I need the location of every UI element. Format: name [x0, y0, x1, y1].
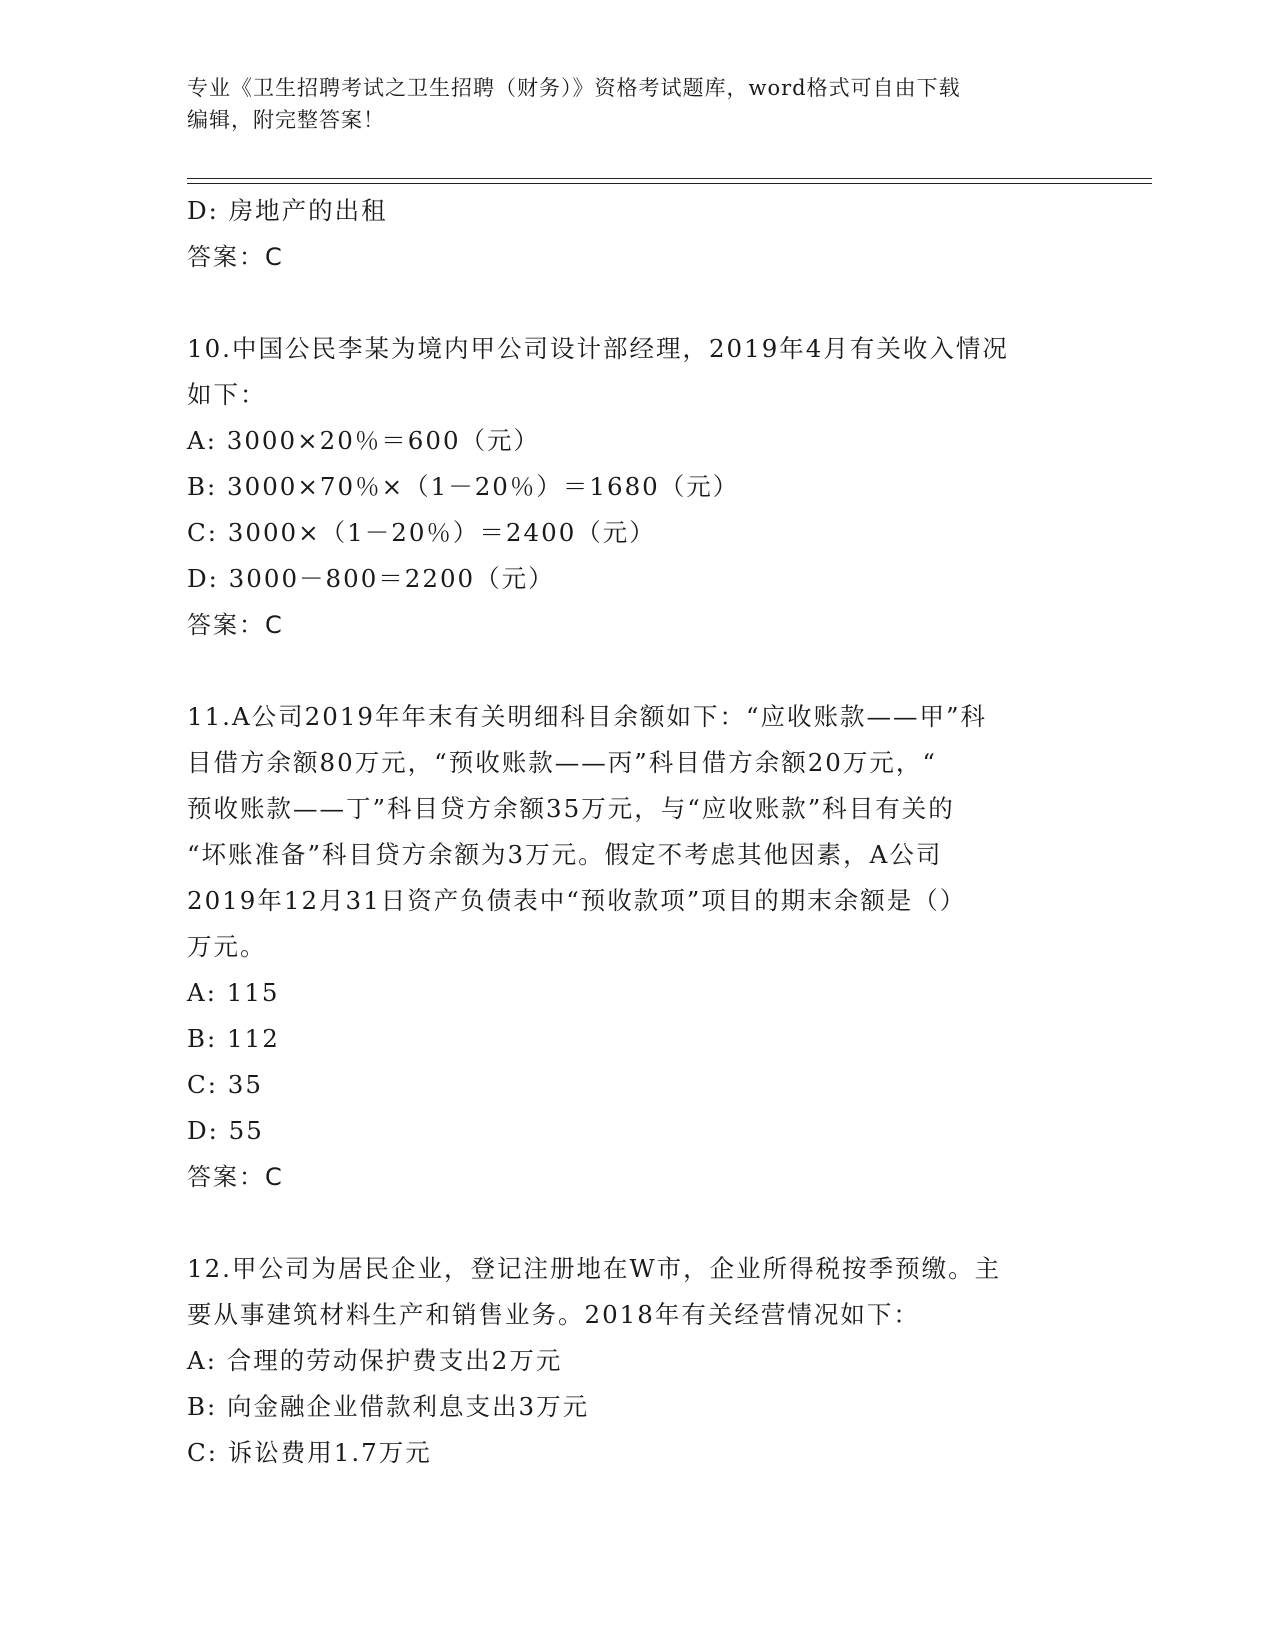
answer-line: 答案：C [187, 1163, 284, 1191]
document-body [187, 188, 1087, 1476]
text-line: B: 向金融企业借款利息支出3万元 [187, 1392, 590, 1421]
header-line-1: 专业《卫生招聘考试之卫生招聘（财务）》资格考试题库，word格式可自由下载 [187, 76, 961, 100]
text-line: C: 3000×（1－20％）＝2400（元） [187, 518, 656, 547]
text-line: D: 3000－800＝2200（元） [187, 564, 555, 593]
text-line: A: 3000×20％＝600（元） [187, 426, 541, 455]
blank-gap [187, 648, 1087, 694]
text-line: 12.甲公司为居民企业，登记注册地在W市，企业所得税按季预缴。主 [187, 1254, 1002, 1283]
text-line: 要从事建筑材料生产和销售业务。2018年有关经营情况如下： [187, 1300, 920, 1329]
text-line: C: 35 [187, 1070, 263, 1099]
document-header [187, 72, 1087, 136]
header-rule-bottom [187, 183, 1152, 184]
answer-line: 答案：C [187, 243, 284, 271]
text-line: B: 3000×70％×（1－20％）＝1680（元） [187, 472, 740, 501]
header-line-2: 编辑，附完整答案！ [187, 108, 385, 132]
text-line: C: 诉讼费用1.7万元 [187, 1438, 432, 1467]
text-line: 目借方余额80万元，“预收账款——丙”科目借方余额20万元，“ [187, 748, 937, 777]
text-line: 10.中国公民李某为境内甲公司设计部经理，2019年4月有关收入情况 [187, 334, 1009, 363]
blank-gap [187, 280, 1087, 326]
blank-gap [187, 1200, 1087, 1246]
text-line: 如下： [187, 380, 267, 409]
text-line: B: 112 [187, 1024, 280, 1053]
text-line: 万元。 [187, 932, 267, 961]
text-line: “坏账准备”科目贷方余额为3万元。假定不考虑其他因素，A公司 [187, 840, 943, 869]
text-line: A: 合理的劳动保护费支出2万元 [187, 1346, 563, 1375]
text-line: D: 房地产的出租 [187, 196, 388, 225]
header-rule-top [187, 178, 1152, 179]
text-line: 2019年12月31日资产负债表中“预收款项”项目的期末余额是（） [187, 886, 967, 915]
answer-line: 答案：C [187, 611, 284, 639]
text-line: D: 55 [187, 1116, 264, 1145]
text-line: 预收账款——丁”科目贷方余额35万元，与“应收账款”科目有关的 [187, 794, 955, 823]
text-line: A: 115 [187, 978, 280, 1007]
text-line: 11.A公司2019年年末有关明细科目余额如下：“应收账款——甲”科 [187, 702, 988, 731]
